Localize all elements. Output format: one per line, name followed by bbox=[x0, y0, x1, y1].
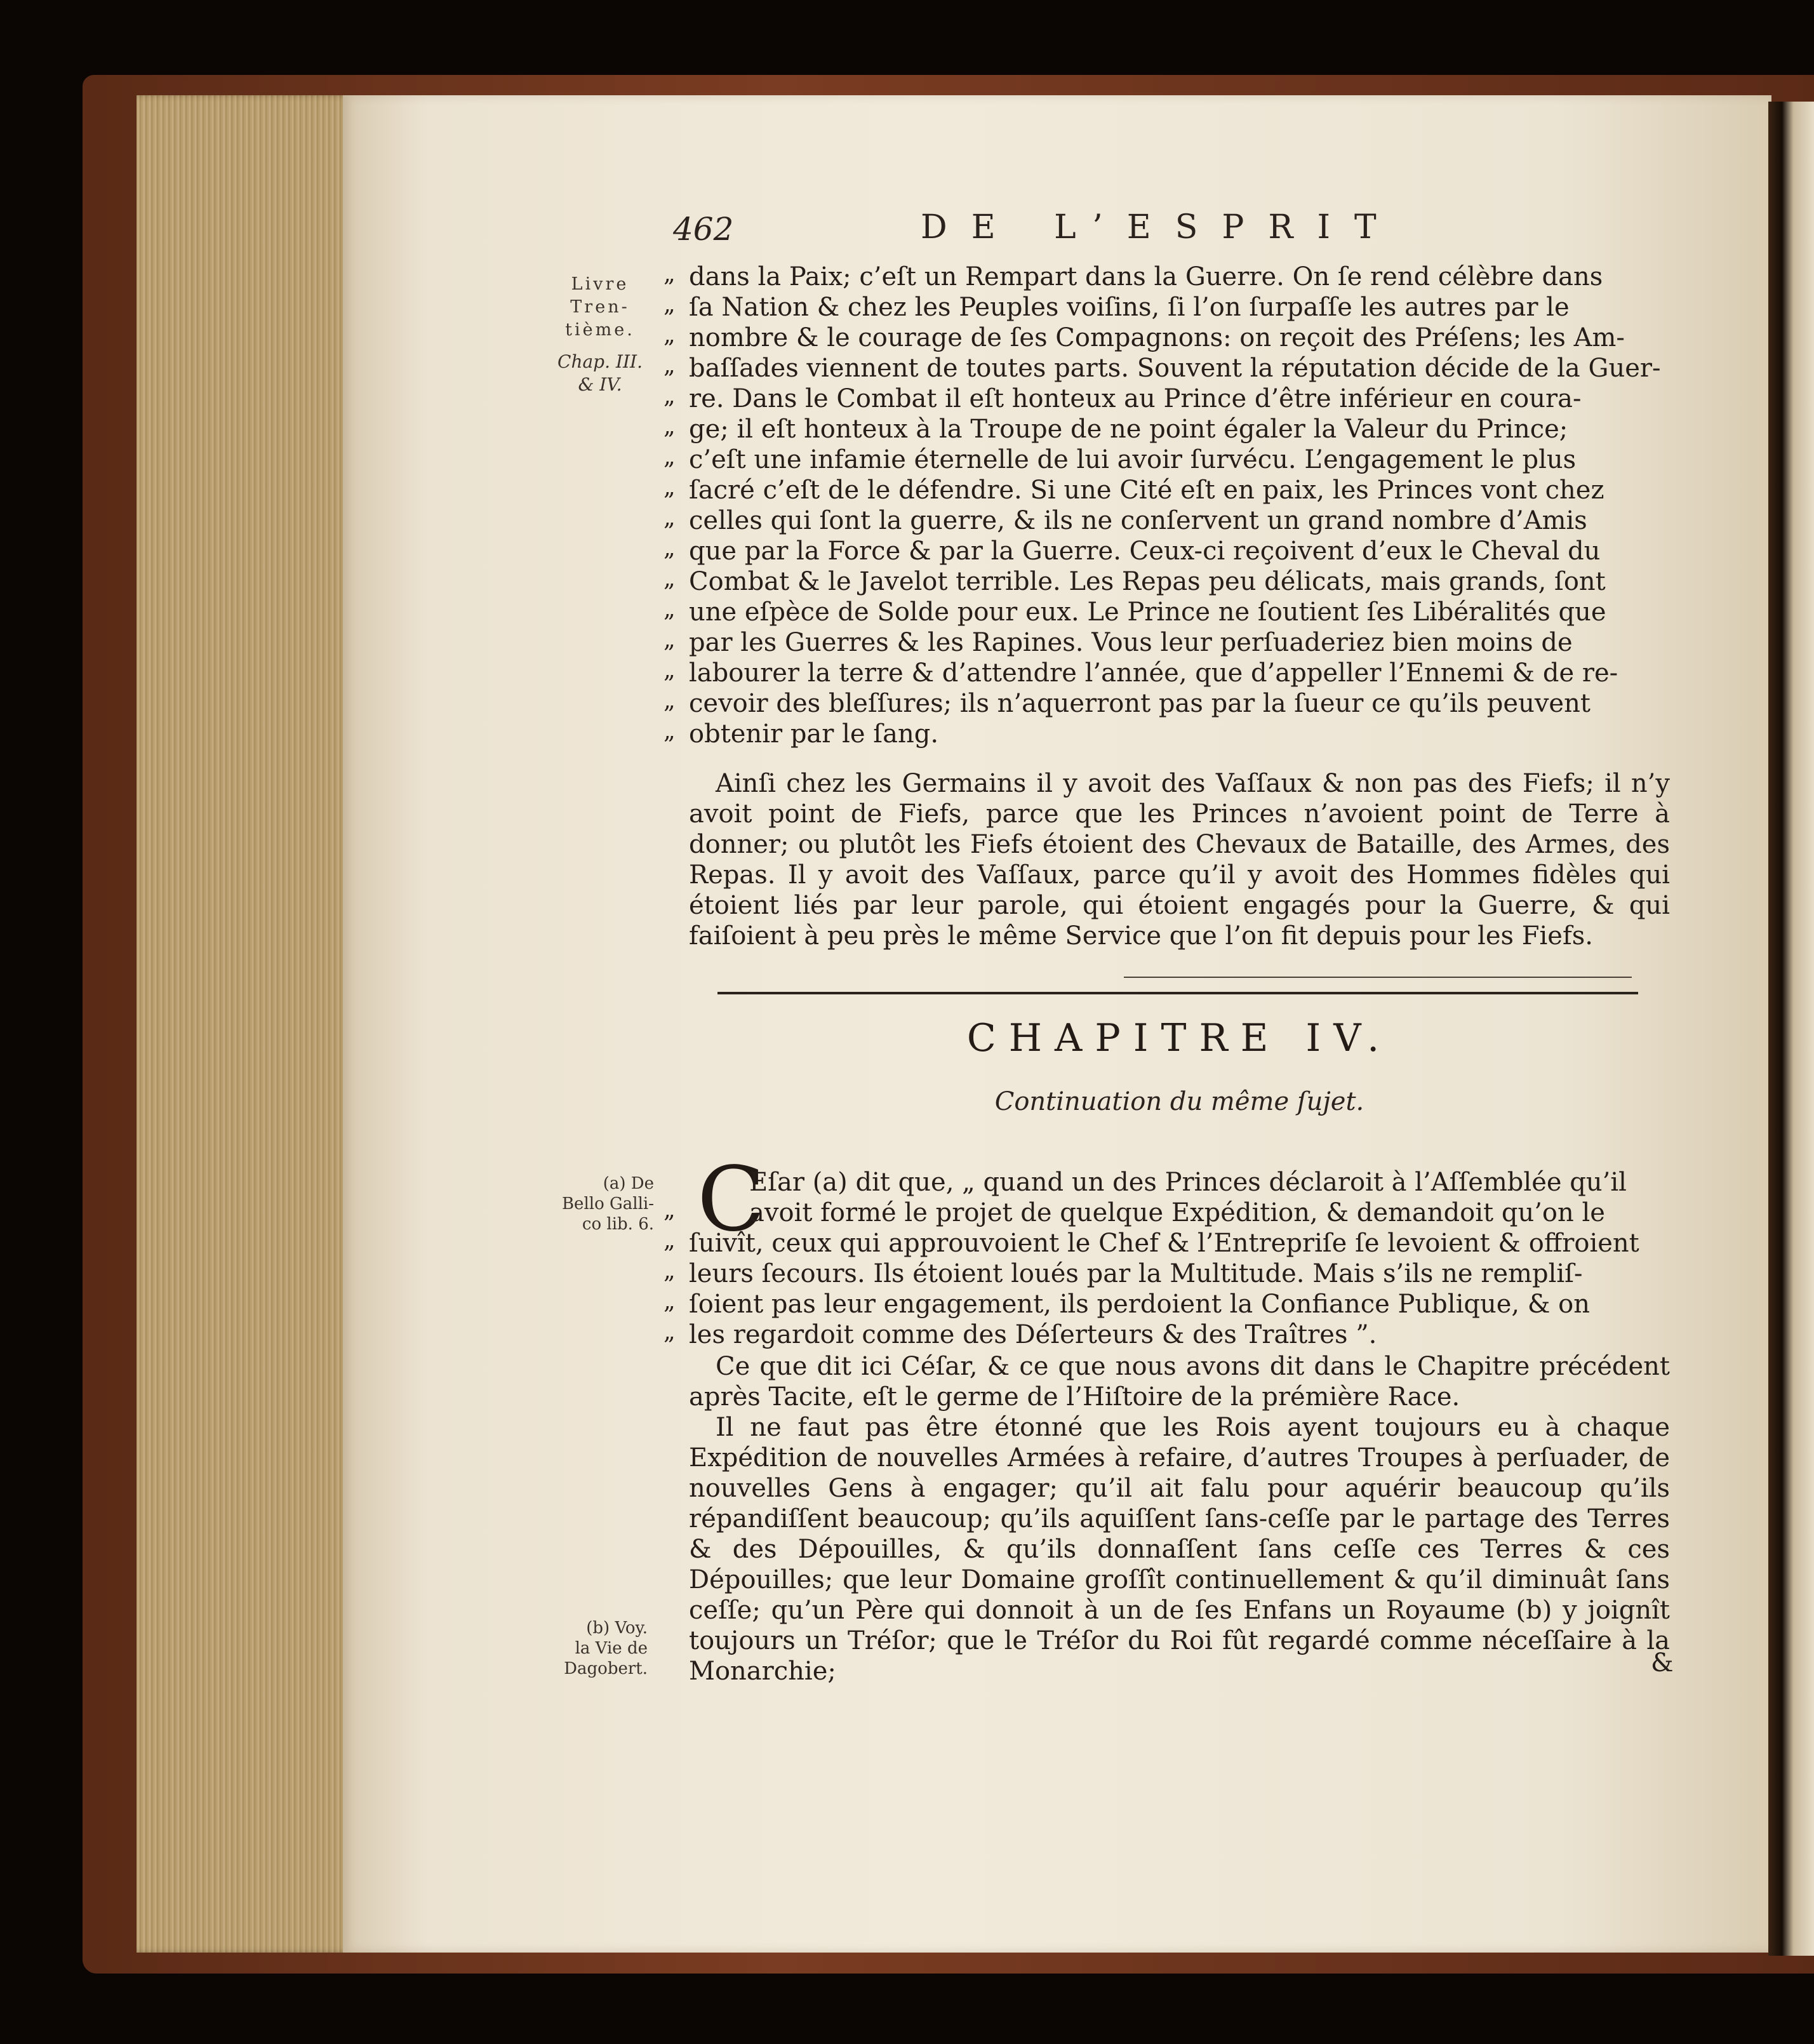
quote-line: „ celles qui ſont la guerre, & ils ne conſervent un grand nombre d’Amis bbox=[689, 505, 1670, 536]
quote-line: „ labourer la terre & d’attendre l’année, que d’appeller l’Ennemi & de re- bbox=[689, 658, 1670, 688]
cesar-line: „ avoit formé le projet de quelque Expédition, & demandoit qu’on le bbox=[689, 1198, 1670, 1228]
quoted-passage bbox=[689, 262, 1670, 749]
quote-line: „ ſacré c’eſt de le défendre. Si une Cité eſt en paix, les Princes vont chez bbox=[689, 475, 1670, 505]
book-gutter bbox=[1768, 102, 1814, 1956]
margin-livre-line: Tren- bbox=[570, 297, 630, 317]
page-number: 462 bbox=[673, 211, 734, 248]
cesar-line: Eſar (a) dit que, „ quand un des Princes déclaroit à l’Aſſemblée qu’il bbox=[749, 1168, 1627, 1197]
margin-livre-line: tième. bbox=[565, 320, 635, 340]
footnote-b-line: (b) Voy. bbox=[586, 1619, 648, 1638]
cesar-line: „ les regardoit comme des Déſerteurs & des Traîtres ”. bbox=[689, 1319, 1670, 1350]
running-title: DE L’ESPRIT bbox=[921, 208, 1401, 246]
quote-line: „ dans la Paix; c’eſt un Rempart dans la Guerre. On ſe rend célèbre dans bbox=[689, 262, 1670, 292]
paragraph-rois: Il ne faut pas être étonné que les Rois ayent toujours eu à chaque Expédition de nouvelles Armées à refaire, d’autres Troupes à perſuader, de nouvelles Gens à engager; qu’il ait falu pour aquérir beaucoup qu’ils répandiſſent beaucoup; qu’ils aquiſſent ſans-ceſſe par le partage des Terres & des Dépouilles, & qu’ils donnaſſent ſans ceſſe ces Terres & ces Dépouilles; que leur Domaine groſſît continuellement & qu’il diminuât ſans ceſſe; qu’un Père qui donnoit à un de ſes Enfans un Royaume (b) y joignît toujours un Tréſor; que le Tréſor du Roi fût regardé comme néceſſaire à la Monarchie; bbox=[689, 1413, 1670, 1686]
quote-line: „ une eſpèce de Solde pour eux. Le Prince ne ſoutient ſes Libéralités que bbox=[689, 597, 1670, 627]
cesar-line: „ leurs ſecours. Ils étoient loués par la Multitude. Mais s’ils ne rempliſ- bbox=[689, 1259, 1670, 1289]
footnote-a bbox=[546, 1173, 654, 1234]
margin-chapter-line: & IV. bbox=[578, 374, 622, 395]
cesar-line: „ ſuivît, ceux qui approuvoient le Chef & l’Entrepriſe ſe levoient & offroient bbox=[689, 1228, 1670, 1259]
footnote-a-line: (a) De bbox=[603, 1174, 654, 1193]
cesar-line: „ ſoient pas leur engagement, ils perdoient la Confiance Publique, & on bbox=[689, 1289, 1670, 1319]
margin-book-reference bbox=[546, 273, 654, 396]
margin-chapter-line: Chap. III. bbox=[557, 351, 643, 372]
divider-rule bbox=[717, 992, 1638, 994]
page-edges bbox=[137, 95, 352, 1953]
page-header bbox=[673, 203, 1435, 254]
quote-line: „ que par la Force & par la Guerre. Ceux-ci reçoivent d’eux le Cheval du bbox=[689, 536, 1670, 566]
paragraph-cesar-tacite: Ce que dit ici Céſar, & ce que nous avons dit dans le Chapitre précédent après Tacite, eſt le germe de l’Hiſtoire de la prémière Race. bbox=[689, 1352, 1670, 1412]
closing-paragraphs bbox=[689, 1351, 1670, 1687]
margin-livre-line: Livre bbox=[571, 274, 629, 294]
quote-line: „ ſa Nation & chez les Peuples voiſins, ſi l’on ſurpaſſe les autres par le bbox=[689, 292, 1670, 323]
footnote-a-line: Bello Galli- bbox=[561, 1194, 654, 1213]
quote-line: „ ge; il eſt honteux à la Troupe de ne point égaler la Valeur du Prince; bbox=[689, 414, 1670, 444]
quote-line: „ Combat & le Javelot terrible. Les Repas peu délicats, mais grands, ſont bbox=[689, 566, 1670, 597]
quote-line: „ obtenir par le ſang. bbox=[689, 719, 1670, 749]
footnote-b bbox=[540, 1618, 648, 1679]
chapter-subtitle: Continuation du même ſujet. bbox=[994, 1087, 1364, 1116]
footnote-a-line: co lib. 6. bbox=[582, 1215, 654, 1234]
quote-line: „ par les Guerres & les Rapines. Vous leur perſuaderiez bien moins de bbox=[689, 627, 1670, 658]
quote-line: „ c’eſt une infamie éternelle de lui avoir ſurvécu. L’engagement le plus bbox=[689, 444, 1670, 475]
divider-thin bbox=[1124, 977, 1632, 978]
cesar-passage bbox=[689, 1167, 1670, 1350]
drop-cap: C bbox=[697, 1148, 766, 1252]
footnote-b-line: la Vie de bbox=[575, 1639, 648, 1658]
quote-line: „ re. Dans le Combat il eſt honteux au Prince d’être inférieur en coura- bbox=[689, 384, 1670, 414]
quote-line: „ baſſades viennent de toutes parts. Souvent la réputation décide de la Guer- bbox=[689, 353, 1670, 384]
chapter-title: CHAPITRE IV. bbox=[966, 1016, 1392, 1060]
footnote-b-line: Dagobert. bbox=[564, 1659, 648, 1678]
quote-line: „ cevoir des bleſſures; ils n’aquerront pas par la ſueur ce qu’ils peuvent bbox=[689, 688, 1670, 719]
quote-line: „ nombre & le courage de ſes Compagnons: on reçoit des Préſens; les Am- bbox=[689, 323, 1670, 353]
catchword: & bbox=[1651, 1648, 1674, 1678]
paragraph-germains: Ainſi chez les Germains il y avoit des Vaſſaux & non pas des Fiefs; il n’y avoit point de Fiefs, parce que les Princes n’avoient point de Terre à donner; ou plutôt les Fiefs étoient des Chevaux de Bataille, des Armes, des Repas. Il y avoit des Vaſſaux, parce qu’il y avoit des Hommes fidèles qui étoient liés par leur parole, qui étoient engagés pour la Guerre, & qui faiſoient à peu près le même Service que l’on fit depuis pour les Fiefs. bbox=[689, 769, 1670, 951]
